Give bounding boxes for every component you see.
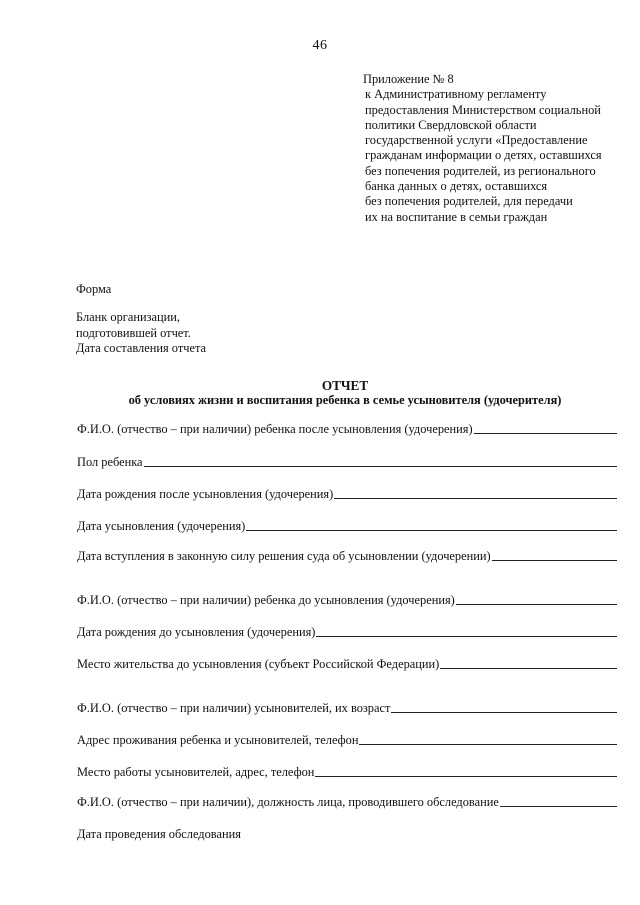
appendix-line: банка данных о детях, оставшихся [365, 179, 548, 194]
field-label: Ф.И.О. (отчество – при наличии) ребенка после усыновления (удочерения) [77, 422, 473, 436]
page-number: 46 [312, 38, 328, 53]
appendix-header [363, 72, 602, 225]
field-adopters-work [77, 760, 617, 780]
field-adopters-name-age [77, 696, 617, 716]
field-label: Дата усыновления (удочерения) [77, 519, 246, 533]
fill-in-line[interactable] [440, 667, 617, 669]
appendix-line: к Административному регламенту [365, 87, 547, 102]
field-label: Ф.И.О. (отчество – при наличии) усыновителей, их возраст [77, 701, 391, 715]
field-adoption-date [77, 514, 617, 534]
fill-in-line[interactable] [359, 743, 617, 745]
field-label: Дата проведения обследования [77, 827, 241, 841]
field-child-sex [77, 450, 617, 470]
field-address-phone [77, 728, 617, 748]
field-label: Ф.И.О. (отчество – при наличии) ребенка до усыновления (удочерения) [77, 593, 455, 607]
org-letterhead-label: Бланк организации, [76, 310, 181, 324]
report-title: ОТЧЕТ [321, 378, 369, 393]
report-date-label: Дата составления отчета [76, 341, 207, 355]
field-label: Дата рождения после усыновления (удочерения) [77, 487, 334, 501]
fill-in-line[interactable] [334, 497, 617, 499]
report-subtitle: об условиях жизни и воспитания ребенка в семье усыновителя (удочерителя) [128, 393, 562, 407]
field-child-name-after [77, 417, 617, 437]
field-birth-date-before [77, 620, 617, 640]
fill-in-line[interactable] [474, 432, 617, 434]
form-label: Форма [76, 282, 112, 296]
field-label: Место работы усыновителей, адрес, телефон [77, 765, 315, 779]
fill-in-line[interactable] [316, 635, 617, 637]
fill-in-line[interactable] [391, 711, 617, 713]
appendix-line: Приложение № 8 [363, 72, 454, 86]
field-court-decision-date [77, 544, 617, 564]
field-label: Дата рождения до усыновления (удочерения) [77, 625, 316, 639]
fill-in-line[interactable] [144, 465, 617, 467]
fill-in-line[interactable] [492, 559, 617, 561]
field-inspector [77, 790, 617, 810]
fill-in-line[interactable] [246, 529, 617, 531]
appendix-line: гражданам информации о детях, оставшихся [365, 148, 602, 163]
organization-block [76, 310, 206, 357]
field-label: Дата вступления в законную силу решения суда об усыновлении (удочерении) [77, 549, 491, 563]
fill-in-line[interactable] [456, 603, 617, 605]
field-birth-date-after [77, 482, 617, 502]
field-inspection-date [77, 822, 617, 842]
appendix-line: без попечения родителей, из регионального [365, 163, 596, 178]
field-label: Ф.И.О. (отчество – при наличии), должность лица, проводившего обследование [77, 795, 499, 809]
field-child-name-before [77, 588, 617, 608]
field-residence-before [77, 652, 617, 672]
field-label: Место жительства до усыновления (субъект Российской Федерации) [77, 657, 440, 671]
field-label: Пол ребенка [77, 455, 143, 469]
fill-in-line[interactable] [500, 805, 617, 807]
fill-in-line[interactable] [315, 775, 617, 777]
appendix-line: предоставления Министерством социальной [365, 102, 601, 117]
appendix-line: политики Свердловской области [365, 117, 537, 132]
appendix-line: без попечения родителей, для передачи [365, 194, 573, 209]
appendix-line: государственной услуги «Предоставление [365, 133, 588, 148]
org-prepared-label: подготовившей отчет. [76, 325, 191, 340]
appendix-line: их на воспитание в семьи граждан [365, 209, 548, 224]
field-label: Адрес проживания ребенка и усыновителей, телефон [77, 733, 359, 747]
